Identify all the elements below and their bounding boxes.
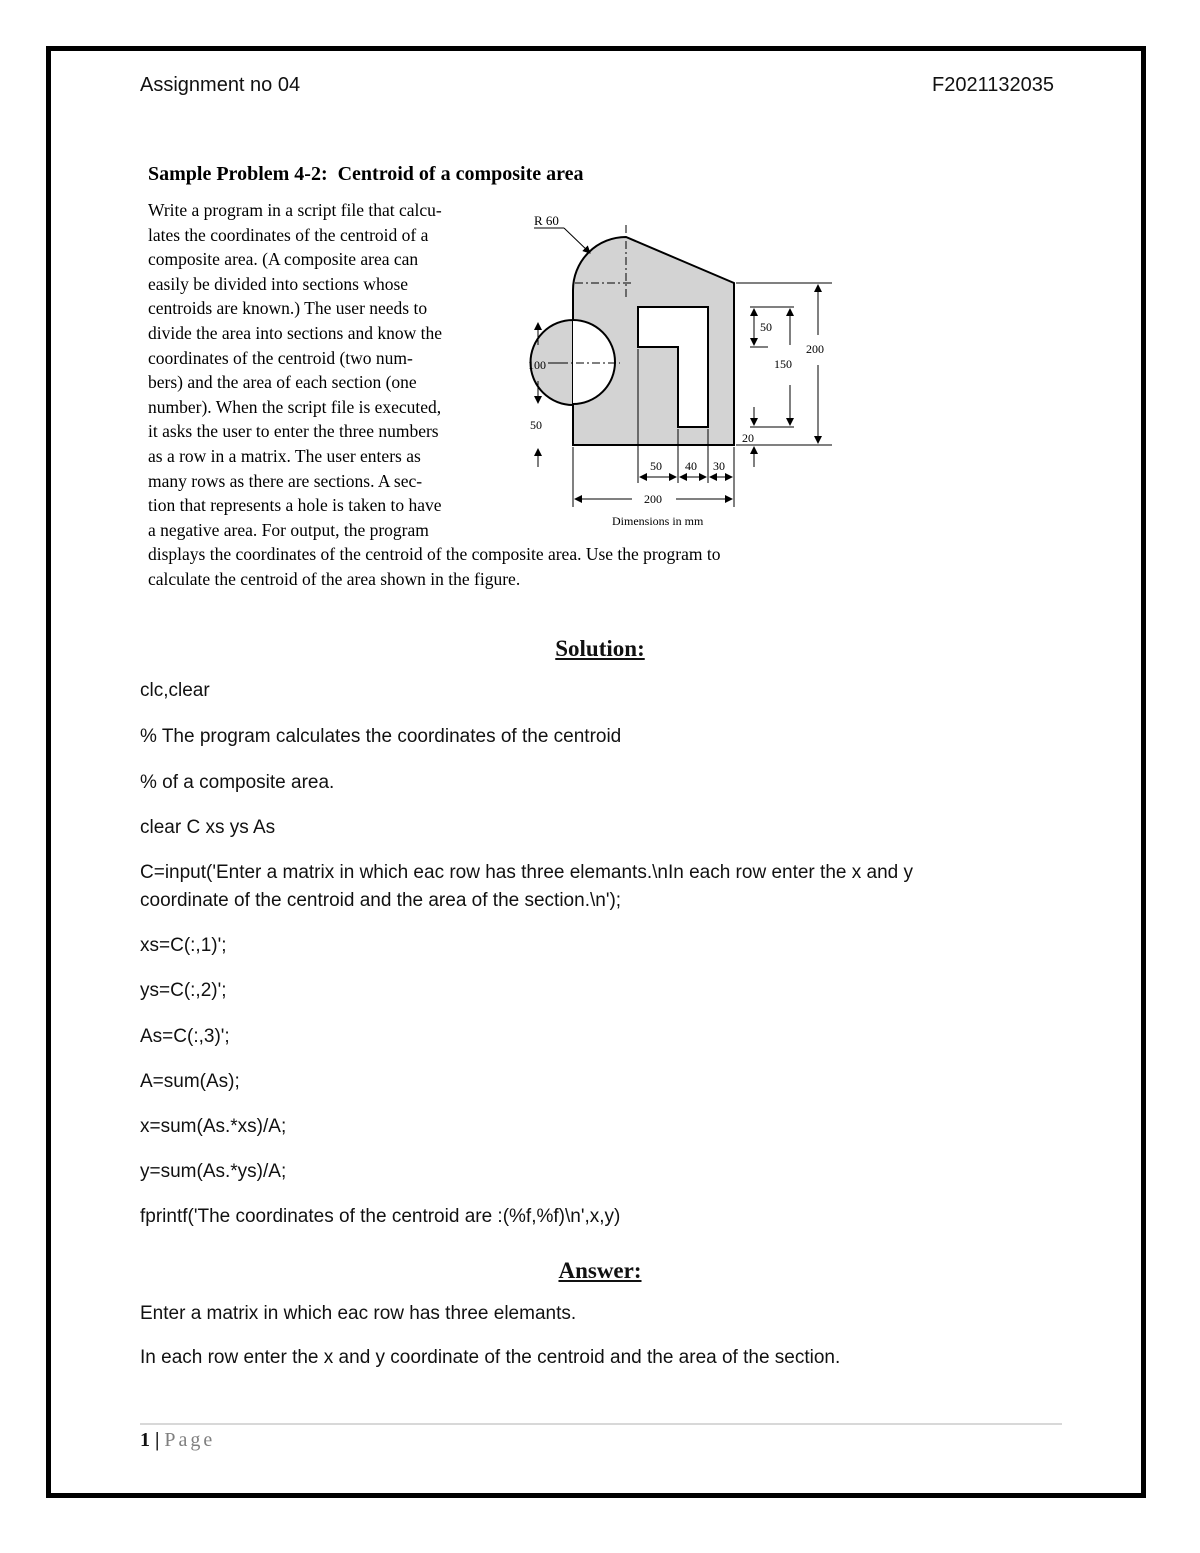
answer-line: In each row enter the x and y coordinate of the centroid and the area of the section. <box>140 1347 841 1368</box>
problem-line: it asks the user to enter the three numbers <box>148 421 439 442</box>
dim-50-right-label: 50 <box>760 320 772 334</box>
dim-200-right-label: 200 <box>806 342 824 356</box>
dim-50-bottom-label: 50 <box>650 459 662 473</box>
radius-label: R 60 <box>534 213 559 228</box>
code-line: C=input('Enter a matrix in which eac row has three elemants.\nIn each row enter the x and y <box>140 862 913 883</box>
problem-line: number). When the script file is executed, <box>148 396 442 417</box>
page-footer <box>140 1429 215 1452</box>
code-line: % of a composite area. <box>140 772 335 793</box>
page-number: 1 <box>140 1429 150 1451</box>
problem-line: a negative area. For output, the program <box>148 519 429 540</box>
problem-line: many rows as there are sections. A sec- <box>148 470 423 491</box>
problem-line: coordinates of the centroid (two num- <box>148 347 413 368</box>
code-line: As=C(:,3)'; <box>140 1026 230 1047</box>
dim-150-label: 150 <box>774 357 792 371</box>
code-line: A=sum(As); <box>140 1071 240 1092</box>
problem-line: displays the coordinates of the centroid of the composite area. Use the program to <box>148 544 721 565</box>
code-line: xs=C(:,1)'; <box>140 935 227 956</box>
problem-line: lates the coordinates of the centroid of a <box>148 224 429 245</box>
code-line: coordinate of the centroid and the area of the section.\n'); <box>140 890 622 911</box>
dim-40-label: 40 <box>685 459 697 473</box>
problem-number: Sample Problem 4-2: <box>148 163 328 185</box>
problem-line: centroids are known.) The user needs to <box>148 298 428 319</box>
code-line: clear C xs ys As <box>140 817 276 838</box>
problem-topic: Centroid of a composite area <box>337 163 584 185</box>
problem-line: bers) and the area of each section (one <box>148 372 417 393</box>
composite-area-drawing <box>520 205 840 535</box>
dim-50-left-label: 50 <box>530 418 542 432</box>
code-line: clc,clear <box>140 680 210 701</box>
problem-line: calculate the centroid of the area shown in the figure. <box>148 568 521 589</box>
problem-line: as a row in a matrix. The user enters as <box>148 445 421 466</box>
answer-heading: Answer: <box>558 1258 642 1283</box>
code-line: x=sum(As.*xs)/A; <box>140 1116 287 1137</box>
problem-title <box>148 163 848 186</box>
code-line: fprintf('The coordinates of the centroid are :(%f,%f)\n',x,y) <box>140 1206 621 1227</box>
radius-leader <box>564 228 590 253</box>
composite-area-figure <box>520 205 840 535</box>
solution-heading: Solution: <box>555 636 645 661</box>
problem-line: easily be divided into sections whose <box>148 273 409 294</box>
dim-30-label: 30 <box>713 459 725 473</box>
page-separator: | <box>150 1429 165 1451</box>
problem-line: composite area. (A composite area can <box>148 249 419 270</box>
figure-caption: Dimensions in mm <box>612 514 704 528</box>
header-student-id: F2021132035 <box>932 74 1054 96</box>
problem-line: tion that represents a hole is taken to have <box>148 495 442 516</box>
dim-200-bottom-label: 200 <box>644 492 662 506</box>
code-line: ys=C(:,2)'; <box>140 980 227 1001</box>
code-line: % The program calculates the coordinates of the centroid <box>140 726 622 747</box>
code-line: y=sum(As.*ys)/A; <box>140 1161 287 1182</box>
dim-20-label: 20 <box>742 431 754 445</box>
answer-line: Enter a matrix in which eac row has three elemants. <box>140 1303 577 1324</box>
problem-line: divide the area into sections and know the <box>148 322 443 343</box>
header-assignment: Assignment no 04 <box>140 74 301 96</box>
page-label: Page <box>164 1429 216 1451</box>
footer-divider <box>140 1423 1062 1425</box>
problem-line: Write a program in a script file that calcu- <box>148 200 442 220</box>
dim-100-label: 100 <box>528 358 546 372</box>
